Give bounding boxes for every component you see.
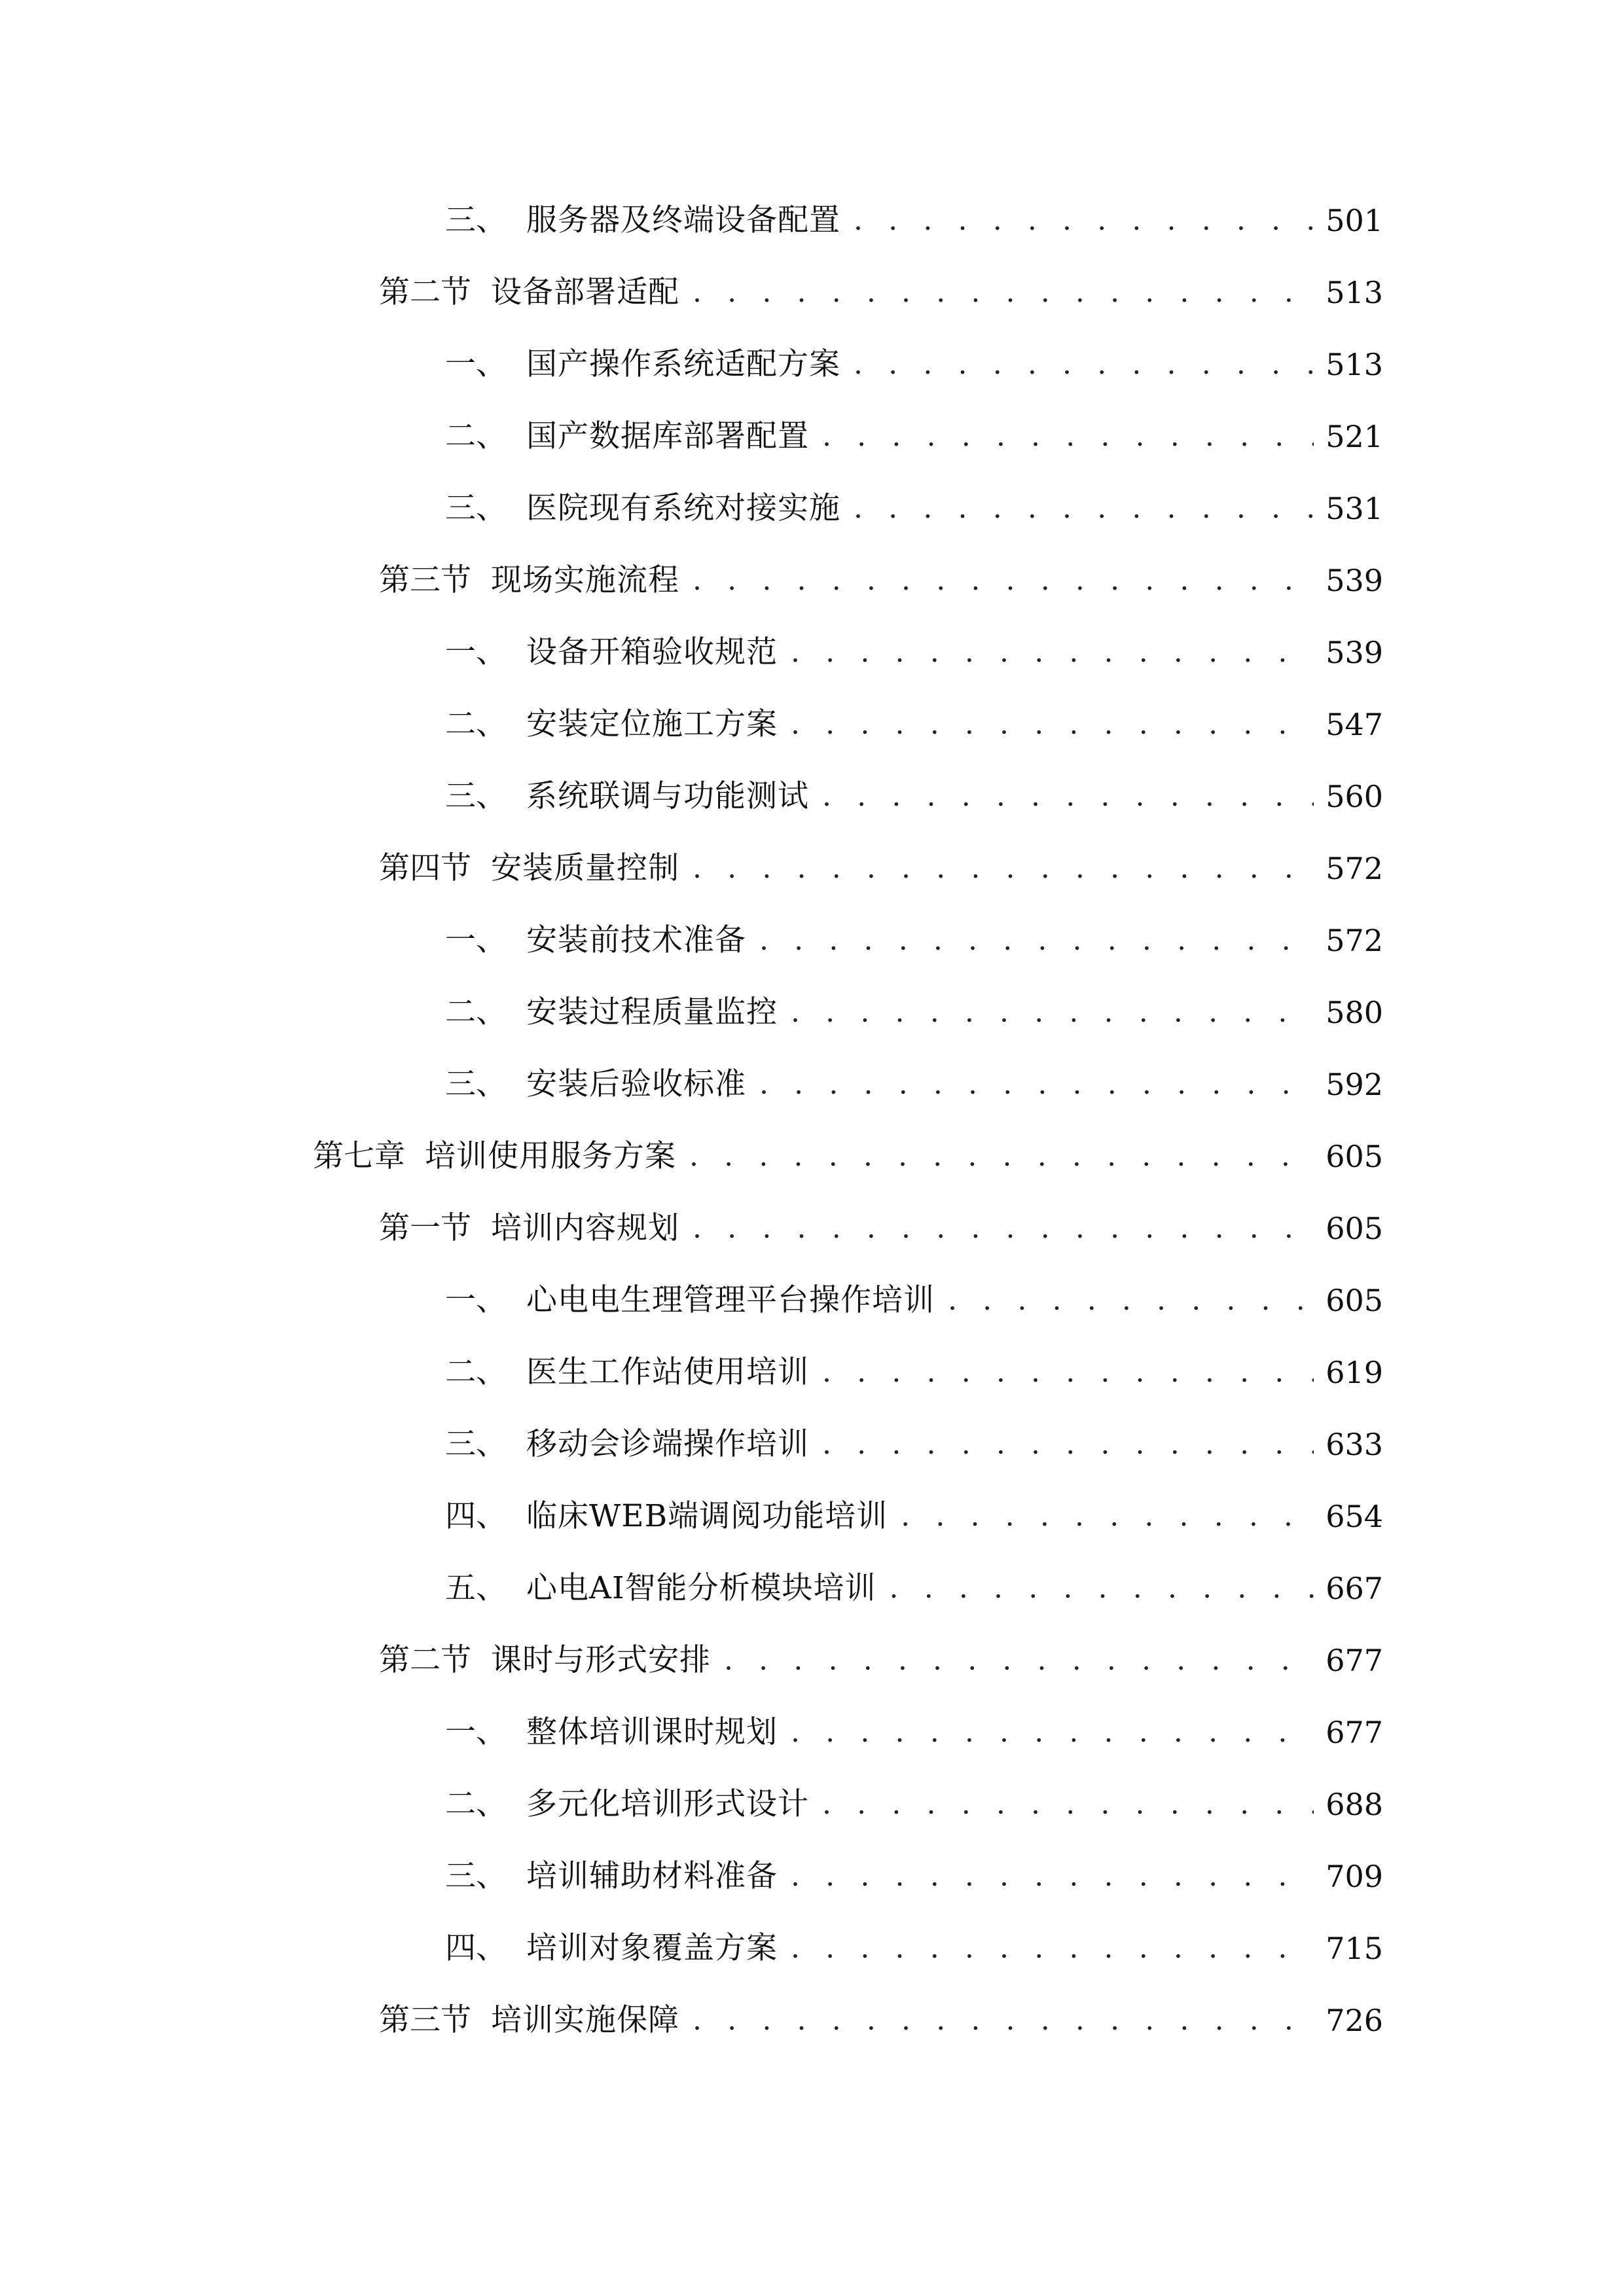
entry-title: 多元化培训形式设计	[526, 1786, 809, 1822]
toc-entry[interactable]	[379, 842, 1383, 895]
dot-leader	[822, 1778, 1314, 1831]
entry-title: 心电电生理管理平台操作培训	[526, 1282, 935, 1318]
entry-number: 五、	[445, 1570, 507, 1606]
page-number: 513	[1326, 347, 1383, 382]
page-number: 592	[1326, 1067, 1383, 1102]
toc-entry[interactable]	[445, 1562, 1383, 1615]
toc-entry[interactable]	[445, 626, 1383, 679]
entry-number: 第三节	[379, 2002, 471, 2038]
entry-title: 培训使用服务方案	[425, 1138, 676, 1174]
page-number: 605	[1326, 1139, 1383, 1174]
dot-leader	[854, 482, 1314, 535]
toc-entry[interactable]	[445, 1490, 1383, 1543]
toc-entry[interactable]	[379, 1994, 1383, 2047]
toc-entry[interactable]	[379, 1202, 1383, 1255]
toc-entry[interactable]	[445, 1778, 1383, 1831]
page-number: 501	[1326, 203, 1383, 238]
page-number: 513	[1326, 275, 1383, 310]
dot-leader	[822, 1346, 1314, 1399]
entry-title: 国产数据库部署配置	[526, 418, 809, 454]
entry-title: 安装后验收标准	[526, 1066, 746, 1102]
entry-number: 三、	[445, 490, 507, 526]
dot-leader	[890, 1562, 1314, 1615]
toc-entry[interactable]	[445, 1418, 1383, 1471]
dot-leader	[822, 770, 1314, 823]
page-number: 667	[1326, 1571, 1383, 1606]
entry-title: 现场实施流程	[491, 562, 679, 598]
page-number: 539	[1326, 563, 1383, 598]
page-number: 688	[1326, 1787, 1383, 1822]
dot-leader	[724, 1634, 1314, 1687]
entry-number: 三、	[445, 202, 507, 238]
dot-leader	[759, 914, 1314, 967]
dot-leader	[791, 1922, 1314, 1975]
toc-entry[interactable]	[445, 698, 1383, 751]
dot-leader	[854, 338, 1314, 391]
entry-title: 系统联调与功能测试	[526, 778, 809, 814]
entry-title: 设备开箱验收规范	[526, 634, 778, 670]
toc-entry[interactable]	[445, 770, 1383, 823]
entry-number: 二、	[445, 1786, 507, 1822]
entry-number: 三、	[445, 1066, 507, 1102]
entry-title: 培训实施保障	[491, 2002, 679, 2038]
page-number: 715	[1326, 1931, 1383, 1966]
entry-number: 第一节	[379, 1210, 471, 1246]
dot-leader	[689, 1130, 1314, 1183]
toc-entry[interactable]	[445, 1274, 1383, 1327]
entry-title: 安装质量控制	[491, 850, 679, 886]
entry-number: 第四节	[379, 850, 471, 886]
dot-leader	[791, 1706, 1314, 1759]
page-number: 677	[1326, 1715, 1383, 1750]
entry-title: 培训对象覆盖方案	[526, 1930, 778, 1966]
page-number: 726	[1326, 2003, 1383, 2038]
entry-title: 安装过程质量监控	[526, 994, 778, 1030]
toc-entry[interactable]	[445, 914, 1383, 967]
toc-entry[interactable]	[445, 410, 1383, 463]
toc-entry[interactable]	[379, 266, 1383, 319]
toc-entry[interactable]	[379, 554, 1383, 607]
entry-title: 培训辅助材料准备	[526, 1858, 778, 1894]
dot-leader	[791, 698, 1314, 751]
entry-number: 一、	[445, 922, 507, 958]
toc-entry[interactable]	[445, 986, 1383, 1039]
entry-title: 医院现有系统对接实施	[526, 490, 840, 526]
dot-leader	[693, 266, 1314, 319]
dot-leader	[822, 1418, 1314, 1471]
entry-title: 服务器及终端设备配置	[526, 202, 840, 238]
dot-leader	[854, 194, 1314, 247]
entry-number: 二、	[445, 418, 507, 454]
entry-number: 一、	[445, 1714, 507, 1750]
entry-title: 整体培训课时规划	[526, 1714, 778, 1750]
entry-number: 三、	[445, 1426, 507, 1462]
entry-title: 设备部署适配	[491, 274, 679, 310]
page-number: 709	[1326, 1859, 1383, 1894]
entry-title: 培训内容规划	[491, 1210, 679, 1246]
entry-number: 二、	[445, 1354, 507, 1390]
dot-leader	[822, 410, 1314, 463]
entry-title: 临床WEB端调阅功能培训	[526, 1498, 888, 1534]
entry-number: 四、	[445, 1930, 507, 1966]
dot-leader	[901, 1490, 1314, 1543]
page-number: 580	[1326, 995, 1383, 1030]
page-number: 521	[1326, 419, 1383, 454]
page-number: 619	[1326, 1355, 1383, 1390]
entry-title: 心电AI智能分析模块培训	[526, 1570, 876, 1606]
entry-number: 二、	[445, 706, 507, 742]
page-number: 560	[1326, 779, 1383, 814]
toc-entry[interactable]	[445, 338, 1383, 391]
entry-number: 三、	[445, 1858, 507, 1894]
entry-number: 三、	[445, 778, 507, 814]
dot-leader	[693, 842, 1314, 895]
toc-entry[interactable]	[379, 1634, 1383, 1687]
dot-leader	[693, 1202, 1314, 1255]
toc-entry[interactable]	[445, 1850, 1383, 1903]
toc-entry[interactable]	[445, 1346, 1383, 1399]
entry-number: 第二节	[379, 1642, 471, 1678]
toc-entry[interactable]	[445, 482, 1383, 535]
dot-leader	[791, 986, 1314, 1039]
toc-entry[interactable]	[445, 1058, 1383, 1111]
page-number: 605	[1326, 1283, 1383, 1318]
page-number: 531	[1326, 491, 1383, 526]
entry-number: 一、	[445, 346, 507, 382]
entry-title: 安装定位施工方案	[526, 706, 778, 742]
entry-number: 一、	[445, 1282, 507, 1318]
entry-title: 安装前技术准备	[526, 922, 746, 958]
page-number: 572	[1326, 923, 1383, 958]
entry-number: 四、	[445, 1498, 507, 1534]
dot-leader	[791, 1850, 1314, 1903]
entry-number: 第七章	[313, 1138, 405, 1174]
page-number: 539	[1326, 635, 1383, 670]
dot-leader	[693, 554, 1314, 607]
entry-title: 移动会诊端操作培训	[526, 1426, 809, 1462]
page-number: 605	[1326, 1211, 1383, 1246]
entry-number: 第二节	[379, 274, 471, 310]
page-number: 547	[1326, 707, 1383, 742]
dot-leader	[759, 1058, 1314, 1111]
entry-number: 第三节	[379, 562, 471, 598]
entry-title: 国产操作系统适配方案	[526, 346, 840, 382]
page-number: 572	[1326, 851, 1383, 886]
toc-entry[interactable]	[445, 1922, 1383, 1975]
dot-leader	[948, 1274, 1314, 1327]
page-number: 677	[1326, 1643, 1383, 1678]
entry-number: 二、	[445, 994, 507, 1030]
toc-entry[interactable]	[313, 1130, 1383, 1183]
dot-leader	[791, 626, 1314, 679]
page-number: 633	[1326, 1427, 1383, 1462]
page-number: 654	[1326, 1499, 1383, 1534]
entry-title: 课时与形式安排	[491, 1642, 711, 1678]
entry-title: 医生工作站使用培训	[526, 1354, 809, 1390]
entry-number: 一、	[445, 634, 507, 670]
toc-entry[interactable]	[445, 1706, 1383, 1759]
toc-entry[interactable]	[445, 194, 1383, 247]
dot-leader	[693, 1994, 1314, 2047]
